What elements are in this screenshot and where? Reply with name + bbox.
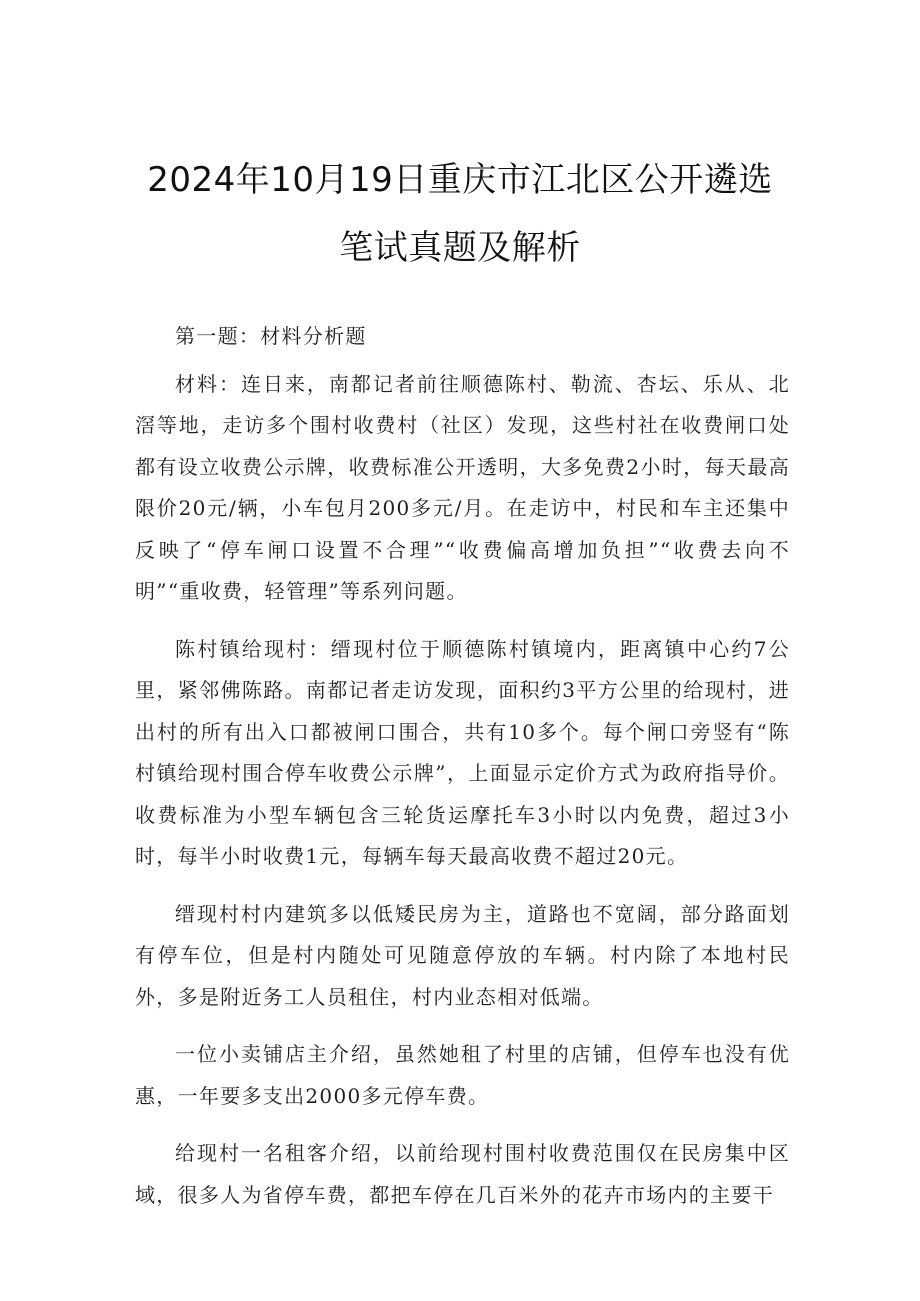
paragraph: 给现村一名租客介绍，以前给现村围村收费范围仅在民房集中区域，很多人为省停车费，都把车停在几百米外的花卉市场内的主要干	[135, 1141, 790, 1207]
section-heading: 第一题：材料分析题	[175, 324, 367, 348]
paragraph: 陈村镇给现村：缙现村位于顺德陈村镇境内，距离镇中心约7公里，紧邻佛陈路。南都记者走访发现，面积约3平方公里的给现村，进出村的所有出入口都被闸口围合，共有10多个。每个闸口旁竖有“陈村镇给现村围合停车收费公示牌”，上面显示定价方式为政府指导价。收费标准为小型车辆包含三轮货运摩托车3小时以内免费，超过3小时，每半小时收费1元，每辆车每天最高收费不超过20元。	[135, 636, 790, 868]
document-title-line-2: 笔试真题及解析	[339, 228, 581, 268]
document-title-line-1: 2024年10月19日重庆市江北区公开遴选	[147, 160, 773, 200]
paragraph: 缙现村村内建筑多以低矮民房为主，道路也不宽阔，部分路面划有停车位，但是村内随处可见随意停放的车辆。村内除了本地村民外，多是附近务工人员租住，村内业态相对低端。	[135, 901, 790, 1009]
paragraph: 一位小卖铺店主介绍，虽然她租了村里的店铺，但停车也没有优惠，一年要多支出2000多元停车费。	[135, 1042, 790, 1108]
document-body	[135, 316, 790, 1216]
paragraph: 材料：连日来，南都记者前往顺德陈村、勒流、杏坛、乐从、北滘等地，走访多个围村收费村（社区）发现，这些村社在收费闸口处都有设立收费公示牌，收费标准公开透明，大多免费2小时，每天最高限价20元/辆，小车包月200多元/月。在走访中，村民和车主还集中反映了“停车闸口设置不合理”“收费偏高增加负担”“收费去向不明”“重收费，轻管理”等系列问题。	[135, 371, 790, 603]
